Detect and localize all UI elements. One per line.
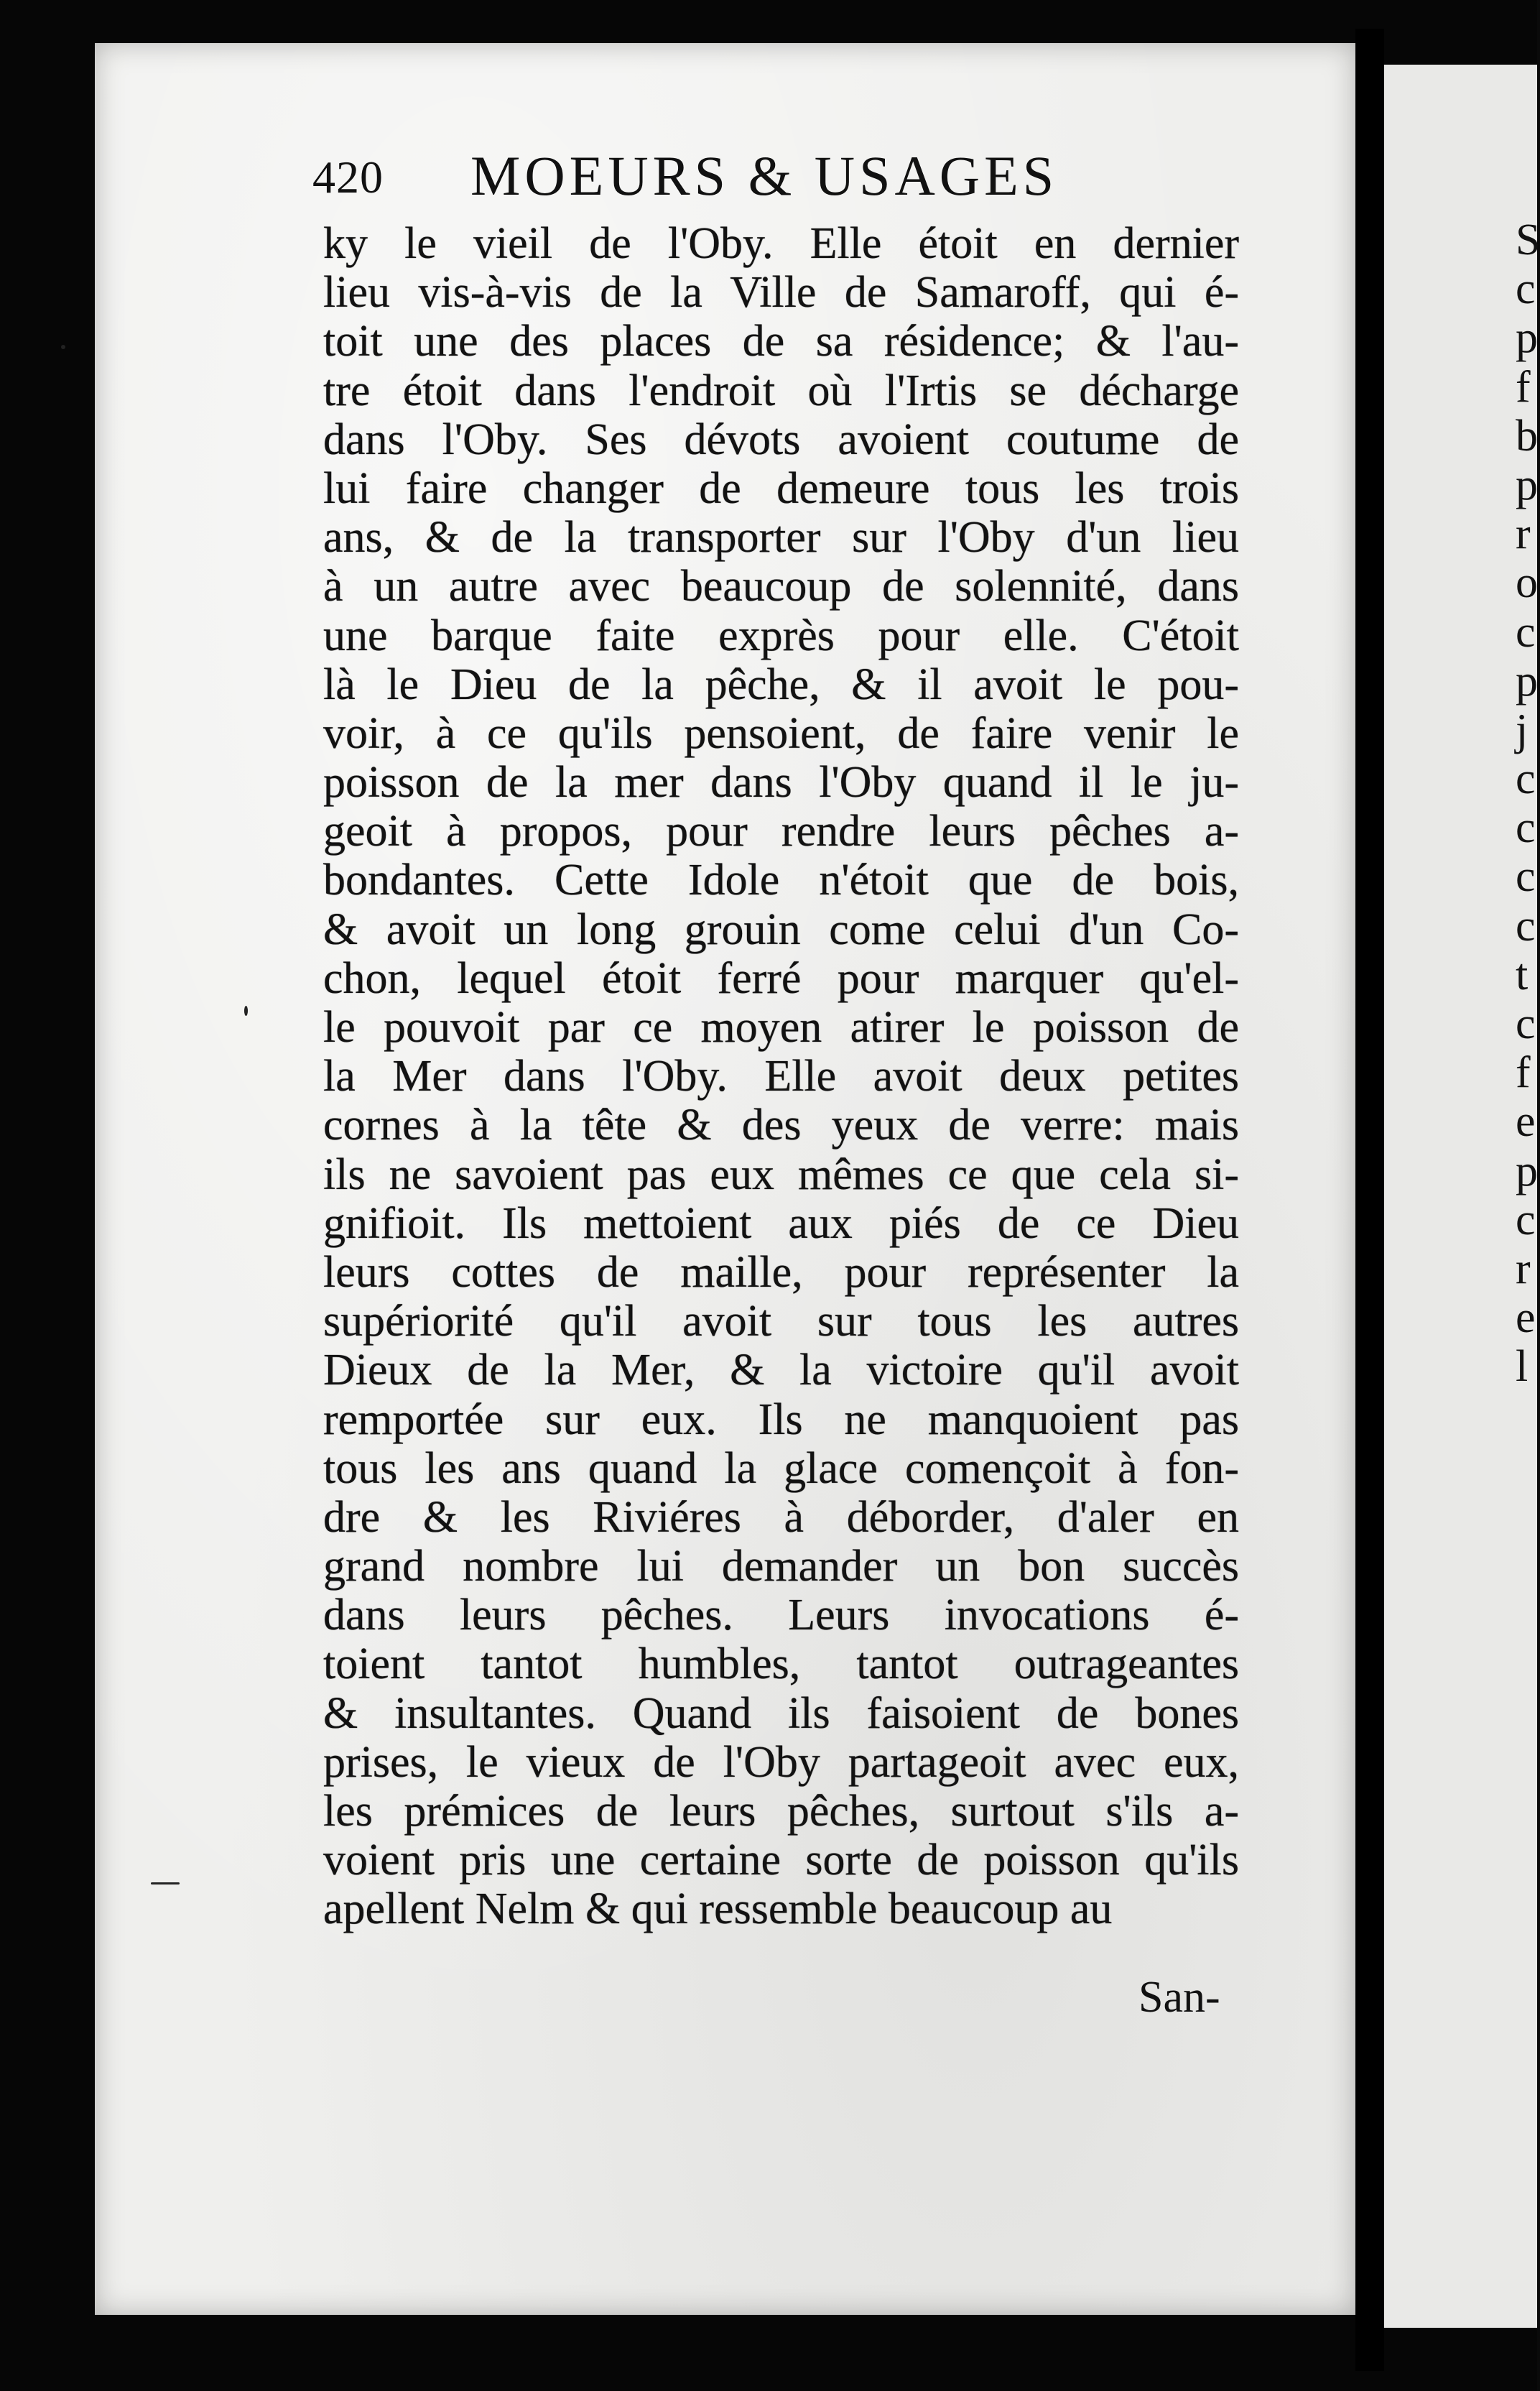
page-number: 420: [312, 152, 384, 203]
facing-page-line-start: e: [1516, 1293, 1536, 1343]
facing-page-line-start: c: [1516, 852, 1536, 902]
facing-page-line-start: r: [1516, 1244, 1531, 1293]
facing-page-line-start: f: [1516, 362, 1531, 412]
facing-page-line-start: c: [1516, 803, 1536, 853]
ink-speck: [244, 1006, 248, 1016]
facing-page-line-start: p: [1516, 656, 1538, 706]
running-head: [312, 144, 1117, 223]
facing-page-line-start: c: [1516, 754, 1536, 804]
text-line: bondantes. Cette Idole n'étoit que de bois,: [323, 856, 1239, 905]
text-line: leurs cottes de maille, pour représenter la: [323, 1247, 1239, 1297]
text-line: le pouvoit par ce moyen atirer le poisson de: [323, 1003, 1239, 1052]
text-line: chon, lequel étoit ferré pour marquer qu'el-: [323, 953, 1239, 1003]
facing-page-line-start: j: [1516, 705, 1529, 754]
text-line: lui faire changer de demeure tous les trois: [323, 463, 1239, 513]
text-line: lieu vis-à-vis de la Ville de Samaroff, qui é-: [323, 268, 1239, 318]
text-line: là le Dieu de la pêche, & il avoit le pou-: [323, 660, 1239, 709]
body-text: [323, 219, 1239, 1934]
text-line: & insultantes. Quand ils faisoient de bones: [323, 1688, 1239, 1738]
text-line: la Mer dans l'Oby. Elle avoit deux petites: [323, 1052, 1239, 1101]
text-line: geoit à propos, pour rendre leurs pêches a-: [323, 807, 1239, 856]
text-line: prises, le vieux de l'Oby partageoit avec eux,: [323, 1737, 1239, 1787]
text-line: ils ne savoient pas eux mêmes ce que cela si-: [323, 1150, 1239, 1199]
ink-speck: [61, 345, 65, 349]
text-line: toit une des places de sa résidence; & l'au-: [323, 317, 1239, 366]
text-line: poisson de la mer dans l'Oby quand il le ju-: [323, 758, 1239, 808]
facing-page-line-start: c: [1516, 999, 1536, 1048]
text-line: toient tantot humbles, tantot outrageantes: [323, 1640, 1239, 1689]
facing-page-line-start: r: [1516, 509, 1531, 559]
facing-page-line-start: t: [1516, 950, 1529, 999]
text-line: une barque faite exprès pour elle. C'étoit: [323, 611, 1239, 660]
facing-page-line-start: f: [1516, 1048, 1531, 1098]
text-line: voir, à ce qu'ils pensoient, de faire venir le: [323, 708, 1239, 758]
text-line: cornes à la tête & des yeux de verre: mais: [323, 1101, 1239, 1150]
facing-page-line-start: o: [1516, 558, 1538, 608]
text-line: ky le vieil de l'Oby. Elle étoit en dernier: [323, 219, 1239, 268]
running-title: MOEURS & USAGES: [470, 144, 1059, 207]
text-line: à un autre avec beaucoup de solennité, dans: [323, 562, 1239, 611]
facing-page-line-start: c: [1516, 901, 1536, 951]
text-line: supériorité qu'il avoit sur tous les autres: [323, 1297, 1239, 1346]
text-line: apellent Nelm & qui ressemble beaucoup au: [323, 1884, 1113, 1934]
text-line: grand nombre lui demander un bon succès: [323, 1542, 1239, 1591]
text-line: tre étoit dans l'endroit où l'Irtis se décharge: [323, 366, 1239, 415]
catchword: San-: [1138, 1973, 1220, 2022]
text-line: & avoit un long grouin come celui d'un Co-: [323, 905, 1239, 954]
facing-page-line-start: c: [1516, 264, 1536, 314]
book-gutter: [1355, 29, 1384, 2371]
facing-page-line-start: l: [1516, 1342, 1529, 1392]
text-line: Dieux de la Mer, & la victoire qu'il avoit: [323, 1346, 1239, 1395]
facing-page-line-start: p: [1516, 460, 1538, 509]
facing-page-line-start: c: [1516, 1195, 1536, 1244]
facing-page-line-start: e: [1516, 1097, 1536, 1147]
text-line: ans, & de la transporter sur l'Oby d'un lieu: [323, 513, 1239, 563]
text-line: dans l'Oby. Ses dévots avoient coutume de: [323, 415, 1239, 464]
facing-page-line-start: p: [1516, 313, 1538, 363]
text-line: remportée sur eux. Ils ne manquoient pas: [323, 1395, 1239, 1444]
text-line: les prémices de leurs pêches, surtout s'ils a-: [323, 1787, 1239, 1836]
text-line: dans leurs pêches. Leurs invocations é-: [323, 1591, 1239, 1640]
ink-speck: [151, 1882, 180, 1884]
text-line: gnifioit. Ils mettoient aux piés de ce Dieu: [323, 1198, 1239, 1248]
facing-page-line-start: b: [1516, 411, 1538, 461]
facing-page-line-start: S: [1516, 216, 1540, 264]
text-line: dre & les Riviéres à déborder, d'aler en: [323, 1492, 1239, 1542]
facing-page-line-start: p: [1516, 1146, 1538, 1196]
text-line: voient pris une certaine sorte de poisson qu'ils: [323, 1836, 1239, 1885]
facing-page-line-start: c: [1516, 607, 1536, 657]
facing-page-line-starts: [1516, 216, 1540, 1392]
text-line: tous les ans quand la glace començoit à fon-: [323, 1443, 1239, 1493]
facing-page-edge: [1384, 65, 1537, 2328]
